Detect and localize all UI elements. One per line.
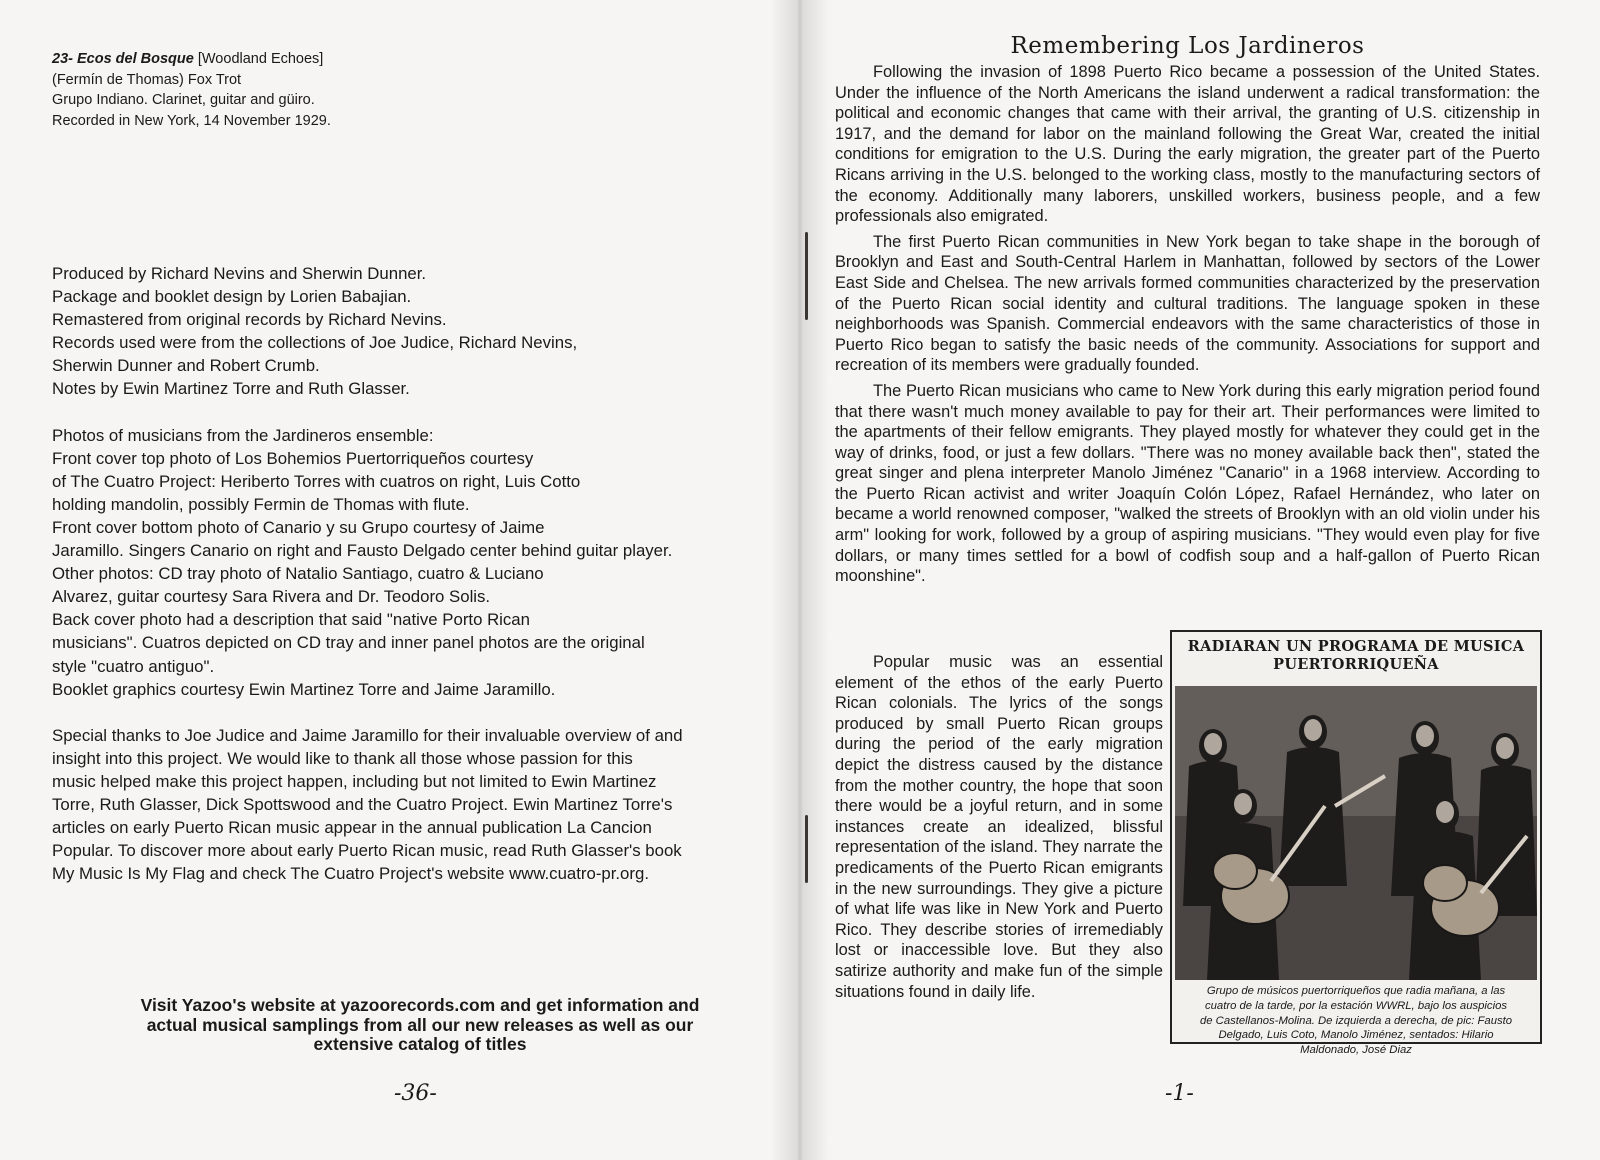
page-number-right: -1- (1165, 1081, 1194, 1106)
photo-credit-line: holding mandolin, possibly Fermin de Thomas with flute. (52, 494, 470, 514)
musicians-photo-art (1175, 686, 1537, 980)
article-paragraph: Popular music was an essential element of the ethos of the early Puerto Rican colonials. The lyrics of the songs produced by small Puerto Rican groups during the period of the early migration depict the distress caused by the distance from the mother country, the hope that soon there would be a joyful return, and in some instances create an idealized, blissful representation of the island. They narrate the predicaments of the Puerto Rican emigrants in the new surroundings. They give a picture of what life was like in New York and Puerto Rico. They describe stories of irremediably lost or inaccessible love. But they also satirize authority and make fun of the simple situations found in daily life. (835, 653, 1163, 1001)
article-column (835, 652, 1163, 1002)
track-line: (Fermín de Thomas) Fox Trot (52, 71, 242, 88)
credit-line: Sherwin Dunner and Robert Crumb. (52, 356, 320, 376)
credit-line: Notes by Ewin Martinez Torre and Ruth Glasser. (52, 379, 410, 399)
article-paragraph: The Puerto Rican musicians who came to New York during this early migration period found that there wasn't much money available to pay for their art. Their performances were limited to the apartments of their fellow emigrants. They played mostly for whatever they could get in the way of drinks, food, or just a few dollars. "There was no money available back then", stated the great singer and plena interpreter Manolo Jiménez "Canario" in a 1968 interview. According to the Puerto Rican activist and writer Joaquín Colón López, Rafael Hernández, who later on became a world renowned composer, "walked the streets of Brooklyn with an old violin under his arm" looking for work, followed by a group of aspiring musicians. "They would even play for five dollars, or many times settled for a bowl of codfish soup and a half-gallon of Puerto Rican moonshine". (835, 381, 1540, 586)
photo-credit-line: style "cuatro antiguo". (52, 656, 215, 676)
thanks-line: My Music Is My Flag and check The Cuatro Project's website www.cuatro-pr.org. (52, 864, 649, 884)
clipping-headline (1172, 638, 1540, 674)
track-heading (52, 49, 472, 70)
clipping-caption (1176, 984, 1536, 1058)
photo-credit-line: Front cover bottom photo of Canario y su Grupo courtesy of Jaime (52, 517, 545, 537)
article-heading: Remembering Los Jardineros (1010, 33, 1365, 59)
caption-line: Grupo de músicos puertorriqueños que radia mañana, a las (1206, 985, 1506, 997)
credits (52, 262, 772, 885)
track-entry (52, 49, 472, 131)
promo-line: actual musical samplings from all our new releases as well as our (146, 1014, 694, 1035)
headline-line: RADIARAN UN PROGRAMA DE MUSICA (1187, 638, 1525, 655)
caption-line: cuatro de la tarde, por la estación WWRL, bajo los auspicios (1204, 999, 1508, 1012)
credit-line: Produced by Richard Nevins and Sherwin Dunner. (52, 264, 427, 283)
credit-line: Remastered from original records by Richard Nevins. (52, 310, 447, 330)
photo-credit-line: Other photos: CD tray photo of Natalio Santiago, cuatro & Luciano (52, 564, 544, 584)
photo-credit-line: Alvarez, guitar courtesy Sara Rivera and Dr. Teodoro Solis. (52, 587, 491, 607)
caption-line: Delgado, Luis Coto, Manolo Jiménez, sentados: Hilario (1218, 1029, 1494, 1042)
photo-credit-line: Booklet graphics courtesy Ewin Martinez Torre and Jaime Jaramillo. (52, 679, 556, 699)
musicians-photo (1175, 686, 1537, 980)
newspaper-clipping (1170, 630, 1542, 1057)
photo-credit-line: Front cover top photo of Los Bohemios Puertorriqueños courtesy (52, 448, 534, 468)
photo-credit-line: Jaramillo. Singers Canario on right and Fausto Delgado center behind guitar player. (52, 541, 673, 561)
thanks-line: Popular. To discover more about early Puerto Rican music, read Ruth Glasser's book (52, 841, 682, 861)
caption-line: de Castellanos-Molina. De izquierda a derecha, de pic: Fausto (1199, 1014, 1513, 1027)
promo-line: Visit Yazoo's website at yazoorecords.com and get information and (140, 995, 700, 1015)
photo-credit-line: Photos of musicians from the Jardineros ensemble: (52, 425, 434, 445)
track-line: Grupo Indiano. Clarinet, guitar and güiro. (52, 92, 315, 108)
thanks-line: Torre, Ruth Glasser, Dick Spottswood and the Cuatro Project. Ewin Martinez Torre's (52, 794, 673, 814)
credit-line: Records used were from the collections of Joe Judice, Richard Nevins, (52, 333, 578, 353)
track-title: 23- Ecos del Bosque (52, 51, 194, 67)
article-body (835, 62, 1540, 592)
photo-credit-line: of The Cuatro Project: Heriberto Torres with cuatros on right, Luis Cotto (52, 471, 581, 491)
website-promo (70, 996, 770, 1055)
credit-line: Package and booklet design by Lorien Babajian. (52, 287, 412, 307)
photo-credit-line: musicians". Cuatros depicted on CD tray and inner panel photos are the original (52, 633, 645, 653)
page-crease (805, 815, 808, 883)
article-paragraph: Following the invasion of 1898 Puerto Rico became a possession of the United States. Under the influence of the North Americans the island underwent a radical transformation: the political and economic changes that came with their arrival, the granting of U.S. citizenship in 1917, and the demand for labor on the mainland following the Great War, created the initial conditions for emigration to the U.S. During the early migration, the greater part of the Puerto Ricans arriving in the U.S. belonged to the working class, mostly to the manufacturing sectors of the economy. Additionally many laborers, unskilled workers, business people, and a few professionals also emigrated. (835, 63, 1540, 226)
page-number-left: -36- (394, 1081, 437, 1106)
caption-line: Maldonado, José Diaz (1300, 1044, 1412, 1057)
thanks-line: music helped make this project happen, including but not limited to Ewin Martinez (52, 771, 657, 791)
thanks-line: articles on early Puerto Rican music appear in the annual publication La Cancion (52, 818, 652, 838)
photo-credit-line: Back cover photo had a description that said "native Porto Rican (52, 610, 530, 630)
thanks-line: insight into this project. We would like to thank all those whose passion for this (52, 748, 633, 768)
headline-line: PUERTORRIQUEÑA (1273, 656, 1439, 673)
track-translation: [Woodland Echoes] (193, 51, 324, 67)
promo-line: extensive catalog of titles (313, 1034, 527, 1054)
track-line: Recorded in New York, 14 November 1929. (52, 112, 331, 129)
page-crease (805, 232, 808, 320)
thanks-line: Special thanks to Joe Judice and Jaime Jaramillo for their invaluable overview of and (52, 725, 683, 745)
article-paragraph: The first Puerto Rican communities in New York began to take shape in the borough of Brooklyn and East and South-Central Harlem in Manhattan, followed by sectors of the Lower East Side and Chelsea. The new arrivals formed communities characterized by the preservation of the Puerto Rican social identity and cultural traditions. The language spoken in these neighborhoods was Spanish. Commercial endeavors with the same characteristics of those in Puerto Rico began to satisfy the basic needs of the community. Associations for support and recreation of its members were gradually founded. (835, 232, 1540, 375)
